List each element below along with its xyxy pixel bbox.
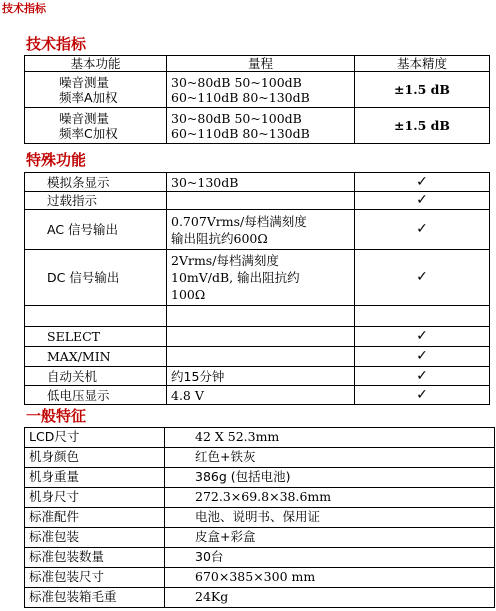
special-desc-line: 输出阻抗约600Ω <box>171 230 268 246</box>
special-desc <box>167 367 355 386</box>
special-name: 低电压显示 <box>25 386 167 405</box>
general-label: 标准配件 <box>25 508 165 528</box>
general-row <box>25 528 495 548</box>
special-desc <box>167 306 355 327</box>
function-cell <box>25 72 167 108</box>
function-line: 噪音测量 <box>59 74 110 90</box>
function-line: 频率A加权 <box>59 89 118 105</box>
range-line: 60~110dB 80~130dB <box>171 125 310 141</box>
special-desc-line: 2Vrms/每档满刻度 <box>171 253 279 268</box>
special-desc <box>167 173 355 192</box>
general-label: 标准包装 <box>25 528 165 548</box>
special-desc-line: 100Ω <box>171 287 206 302</box>
general-value: 24Kg <box>165 588 495 608</box>
special-name: 自动关机 <box>25 367 167 386</box>
special-check-empty <box>355 306 490 327</box>
general-value: 386g (包括电池) <box>165 468 495 488</box>
special-name <box>25 306 167 327</box>
general-value: 42 X 52.3mm <box>165 428 495 448</box>
special-name: 过载指示 <box>25 192 167 210</box>
section-title-tech: 技术指标 <box>26 35 87 53</box>
special-row <box>25 173 490 192</box>
general-row <box>25 468 495 488</box>
special-desc <box>167 192 355 210</box>
check-icon: ✓ <box>355 347 490 367</box>
special-desc <box>167 327 355 347</box>
range-line: 30~80dB 50~100dB <box>171 110 302 126</box>
section-title-special: 特殊功能 <box>26 151 87 169</box>
special-desc-line: 4.8 V <box>171 387 204 403</box>
section-title-general: 一般特征 <box>26 407 87 425</box>
special-row <box>25 347 490 367</box>
check-icon: ✓ <box>355 192 490 210</box>
general-label: 标准包装尺寸 <box>25 568 165 588</box>
top-title: 技术指标 <box>2 2 46 15</box>
accuracy-cell: ±1.5 dB <box>355 72 490 108</box>
tech-spec-table <box>24 55 490 144</box>
special-row <box>25 327 490 347</box>
check-icon: ✓ <box>355 367 490 386</box>
general-value: 红色+铁灰 <box>165 448 495 468</box>
tech-table-row <box>25 108 490 144</box>
general-row <box>25 588 495 608</box>
header-range: 量程 <box>167 56 355 72</box>
general-value: 电池、说明书、保用证 <box>165 508 495 528</box>
special-function-table <box>24 172 490 405</box>
special-row <box>25 210 490 250</box>
accuracy-cell: ±1.5 dB <box>355 108 490 144</box>
special-desc-line: 10mV/dB, 输出阻抗约 <box>171 270 300 285</box>
special-row <box>25 192 490 210</box>
general-label: 机身重量 <box>25 468 165 488</box>
special-row <box>25 250 490 306</box>
general-row <box>25 448 495 468</box>
general-value: 30台 <box>165 548 495 568</box>
general-label: 机身尺寸 <box>25 488 165 508</box>
header-accuracy: 基本精度 <box>355 56 490 72</box>
general-label: LCD尺寸 <box>25 428 165 448</box>
special-desc-line: 约15分钟 <box>171 368 225 384</box>
general-row <box>25 428 495 448</box>
check-icon: ✓ <box>355 250 490 306</box>
range-cell <box>167 72 355 108</box>
special-desc-line: 0.707Vrms/每档满刻度 <box>171 213 307 229</box>
special-name: AC 信号输出 <box>25 210 167 250</box>
general-row <box>25 568 495 588</box>
check-icon: ✓ <box>355 386 490 405</box>
special-desc <box>167 386 355 405</box>
function-line: 频率C加权 <box>59 125 118 141</box>
general-label: 机身颜色 <box>25 448 165 468</box>
special-row <box>25 386 490 405</box>
special-desc <box>167 210 355 250</box>
range-cell <box>167 108 355 144</box>
function-line: 噪音测量 <box>59 110 110 126</box>
general-row <box>25 508 495 528</box>
check-icon: ✓ <box>355 327 490 347</box>
special-row-empty <box>25 306 490 327</box>
general-row <box>25 488 495 508</box>
special-desc <box>167 347 355 367</box>
special-name: SELECT <box>25 327 167 347</box>
range-line: 30~80dB 50~100dB <box>171 74 302 90</box>
general-row <box>25 548 495 568</box>
range-line: 60~110dB 80~130dB <box>171 89 310 105</box>
special-name: DC 信号输出 <box>25 250 167 306</box>
check-icon: ✓ <box>355 210 490 250</box>
function-cell <box>25 108 167 144</box>
special-desc-line: 30~130dB <box>171 174 239 190</box>
header-function: 基本功能 <box>25 56 167 72</box>
special-row <box>25 367 490 386</box>
tech-table-row <box>25 72 490 108</box>
check-icon: ✓ <box>355 173 490 192</box>
general-label: 标准包装数量 <box>25 548 165 568</box>
general-value: 皮盒+彩盒 <box>165 528 495 548</box>
special-desc <box>167 250 355 306</box>
general-value: 670×385×300 mm <box>165 568 495 588</box>
general-label: 标准包装箱毛重 <box>25 588 165 608</box>
general-spec-table <box>24 427 495 608</box>
general-value: 272.3×69.8×38.6mm <box>165 488 495 508</box>
special-name: 模拟条显示 <box>25 173 167 192</box>
special-name: MAX/MIN <box>25 347 167 367</box>
tech-table-header-row <box>25 56 490 72</box>
